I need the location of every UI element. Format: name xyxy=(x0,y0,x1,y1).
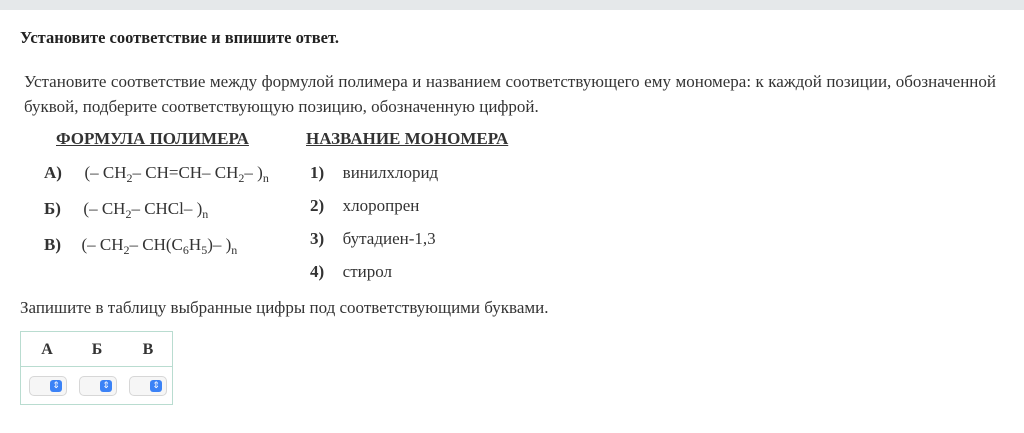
formula-row-a xyxy=(44,163,269,183)
monomer-name: хлоропрен xyxy=(342,196,420,215)
updown-chevron-icon: ⇕ xyxy=(100,380,112,392)
answer-select-a[interactable] xyxy=(29,376,67,396)
formula-letter: А) xyxy=(44,163,62,182)
monomer-name: стирол xyxy=(342,262,393,281)
formula-text: (– $CH_2-$ $CH(C_6H_5)-$ )$_n$ xyxy=(81,235,238,257)
header-polymer-formula: ФОРМУЛА ПОЛИМЕРА xyxy=(56,129,249,148)
answer-select-v[interactable] xyxy=(129,376,167,396)
monomer-number: 3) xyxy=(310,229,325,248)
header-monomer-name: НАЗВАНИЕ МОНОМЕРА xyxy=(306,129,509,148)
updown-chevron-icon: ⇕ xyxy=(150,380,162,392)
question-intro: Установите соответствие между формулой полимера и названием соответствующего ему мономера: к каждой позиции, обозначенной буквой, подберите соответствующую позицию, обозначенную цифрой. xyxy=(24,72,996,116)
question-title: Установите соответствие и впишите ответ. xyxy=(20,28,339,47)
answer-select-b[interactable] xyxy=(79,376,117,396)
formula-letter: Б) xyxy=(44,199,61,218)
monomer-number: 4) xyxy=(310,262,325,281)
top-bar xyxy=(0,0,1024,10)
monomer-name: бутадиен-1,3 xyxy=(342,229,436,248)
updown-chevron-icon: ⇕ xyxy=(50,380,62,392)
monomer-row-3 xyxy=(310,229,436,249)
answer-header-b: Б xyxy=(91,341,103,358)
formula-row-b xyxy=(44,199,208,219)
answer-table-header xyxy=(21,332,172,367)
answer-table xyxy=(20,331,173,405)
monomer-row-2 xyxy=(310,196,419,216)
formula-text: (– $CH_2-$ CH=CH– $CH_2-$ )$_n$ xyxy=(84,163,269,185)
answer-header-v: В xyxy=(142,341,154,358)
answer-instruction: Запишите в таблицу выбранные цифры под соответствующими буквами. xyxy=(20,298,549,317)
monomer-row-1 xyxy=(310,163,438,183)
formula-text: (– $CH_2-$ CHCl– )$_n$ xyxy=(83,199,209,221)
formula-letter: В) xyxy=(44,235,61,254)
monomer-row-4 xyxy=(310,262,392,282)
monomer-name: винилхлорид xyxy=(342,163,439,182)
monomer-number: 2) xyxy=(310,196,325,215)
formula-row-v xyxy=(44,235,237,255)
answer-header-a: А xyxy=(41,341,53,358)
monomer-number: 1) xyxy=(310,163,325,182)
